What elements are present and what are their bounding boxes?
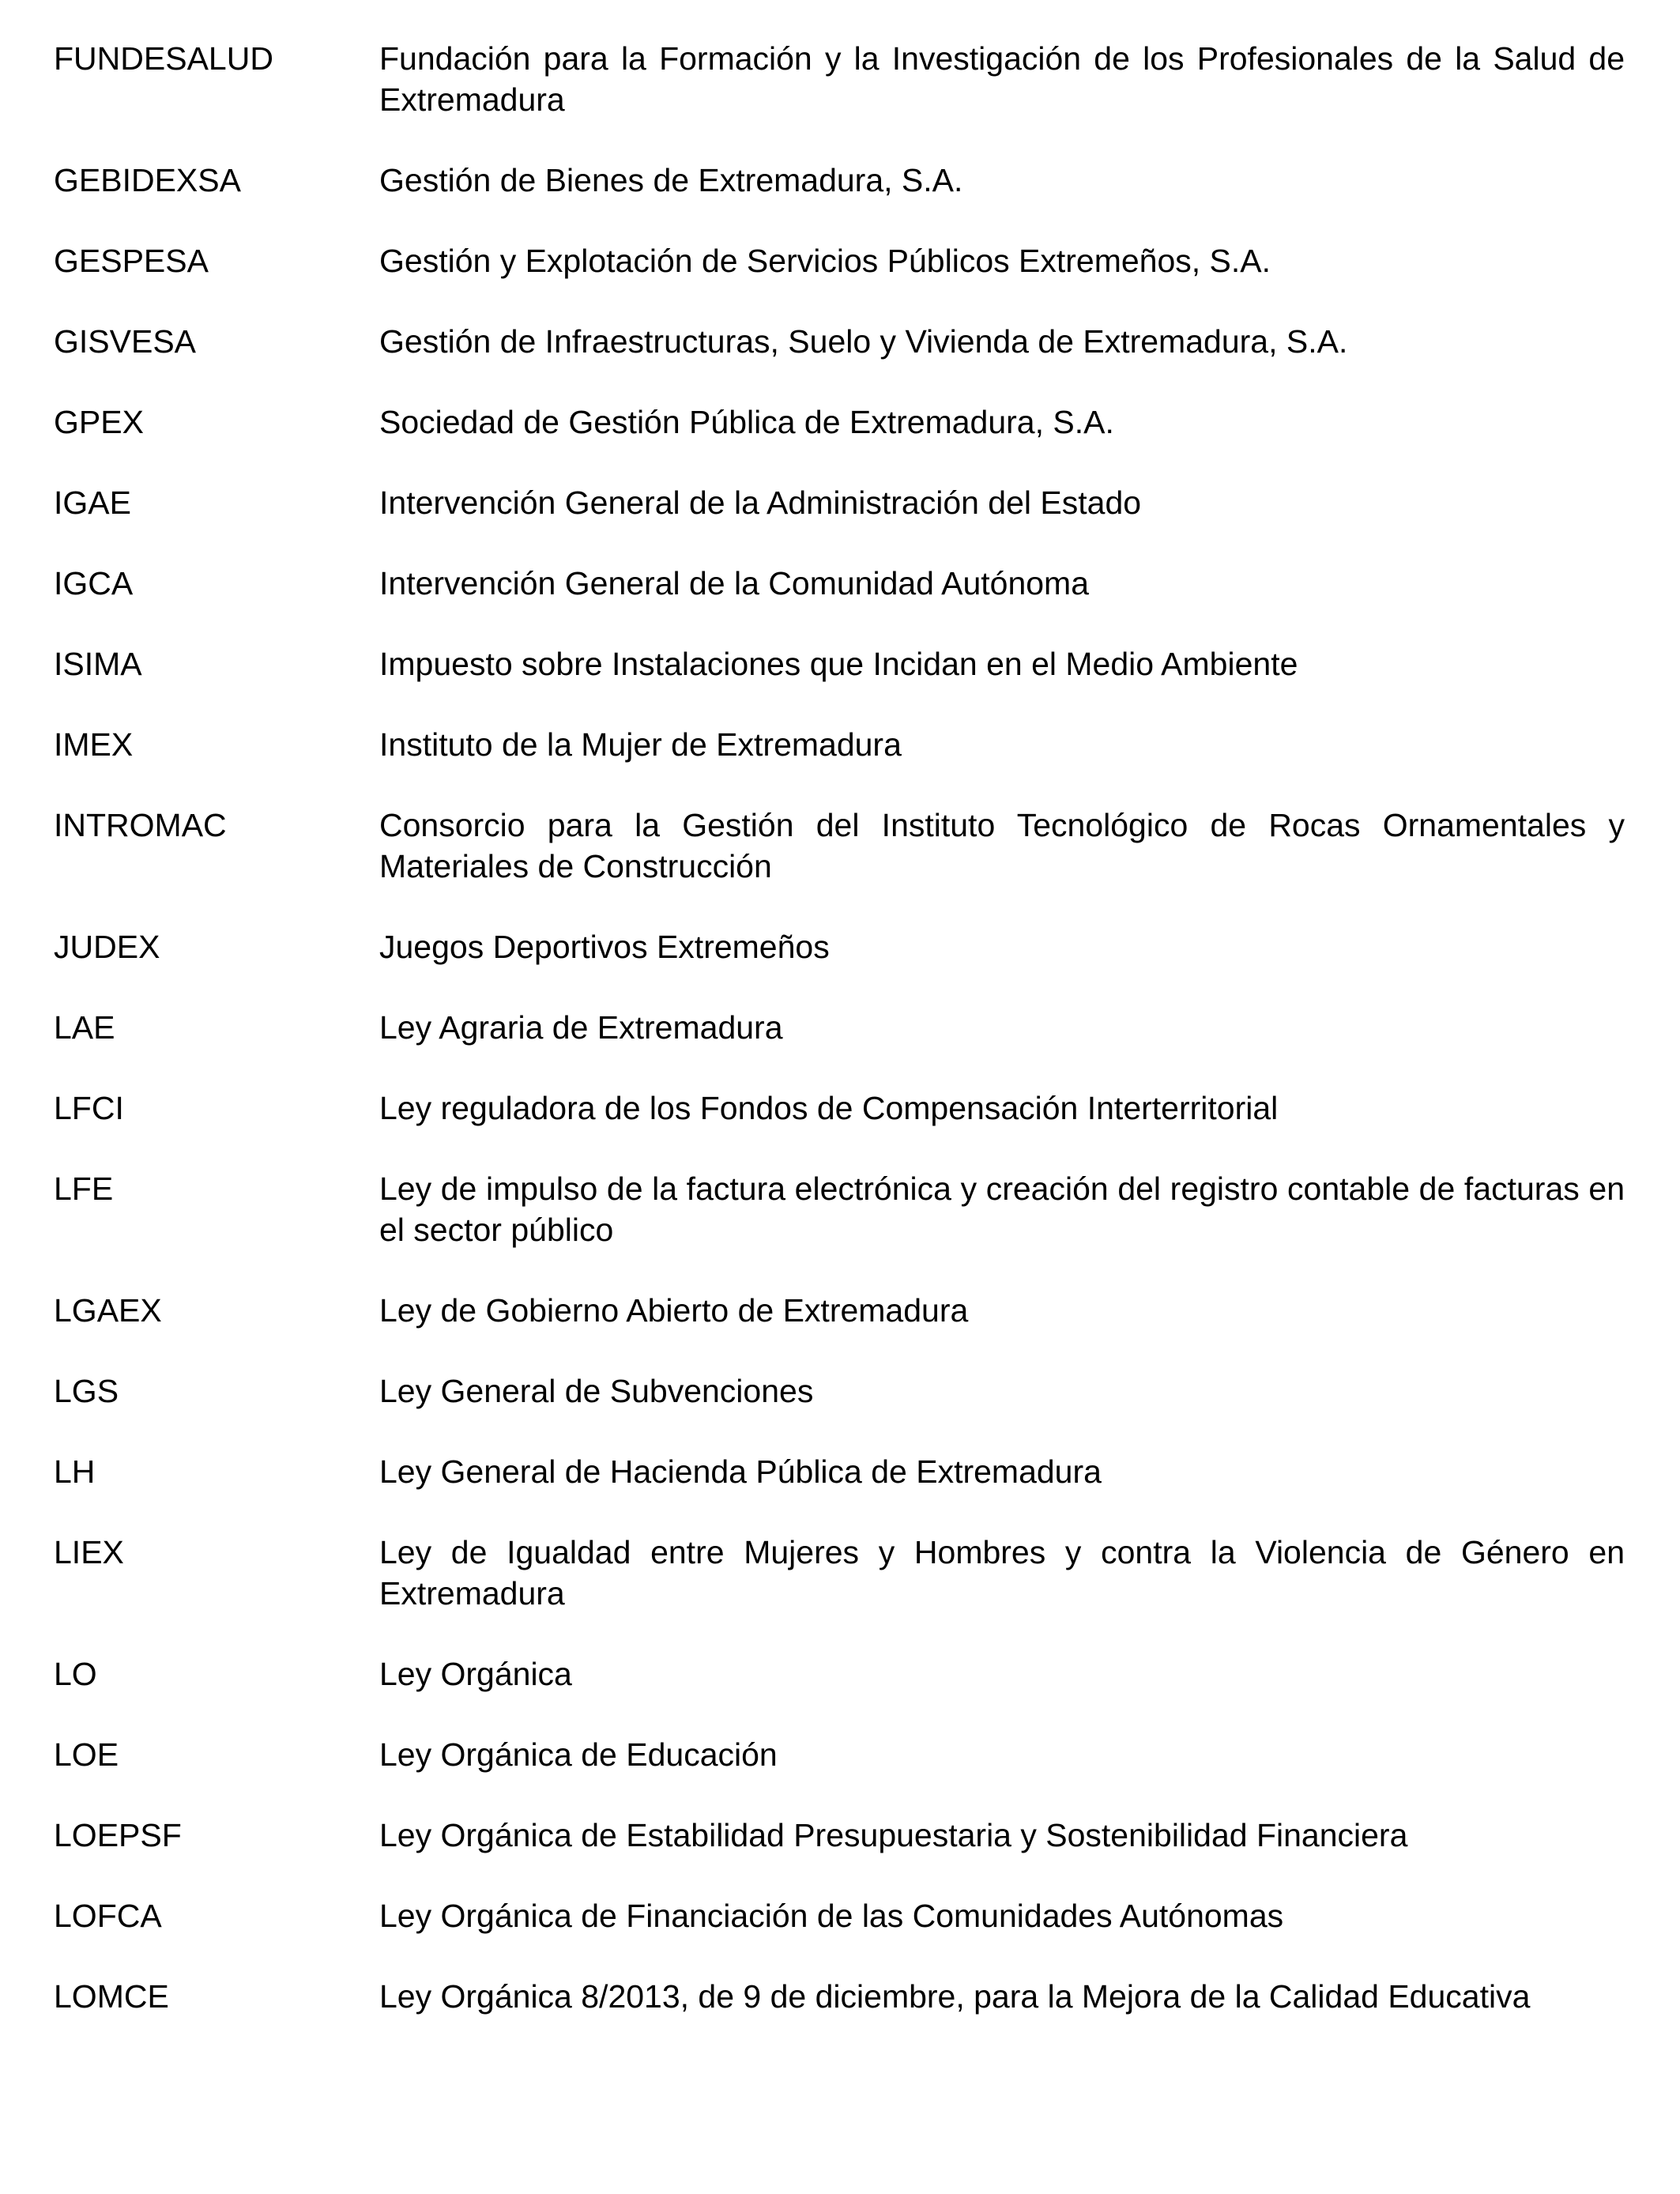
glossary-entry: [54, 482, 1625, 523]
abbreviation: LOFCA: [54, 1898, 162, 1934]
abbreviation: LOEPSF: [54, 1817, 182, 1853]
glossary-entry: [54, 1168, 1625, 1250]
definition: Ley Orgánica 8/2013, de 9 de diciembre, para la Mejora de la Calidad Educativa: [379, 1978, 1531, 2015]
glossary-entry: [54, 401, 1625, 443]
definition: Impuesto sobre Instalaciones que Incidan en el Medio Ambiente: [379, 646, 1298, 682]
abbreviation: LOE: [54, 1736, 119, 1773]
glossary-entry: [54, 926, 1625, 967]
glossary-entry: [54, 563, 1625, 604]
definition: Ley de Igualdad entre Mujeres y Hombres y contra la Violencia de Género en Extremadura: [379, 1534, 1625, 1612]
abbreviation: LGAEX: [54, 1292, 162, 1329]
definition: Ley General de Subvenciones: [379, 1373, 814, 1409]
abbreviation: GPEX: [54, 404, 144, 440]
glossary-entry: [54, 724, 1625, 765]
definition: Gestión y Explotación de Servicios Públicos Extremeños, S.A.: [379, 243, 1271, 279]
definition: Gestión de Infraestructuras, Suelo y Vivienda de Extremadura, S.A.: [379, 323, 1348, 360]
glossary-entry: [54, 1007, 1625, 1048]
abbreviation: GISVESA: [54, 323, 197, 360]
abbreviation: IMEX: [54, 726, 134, 763]
definition: Intervención General de la Comunidad Autónoma: [379, 565, 1090, 601]
glossary-entry: [54, 160, 1625, 201]
abbreviation: LH: [54, 1453, 96, 1490]
abbreviation: LFCI: [54, 1090, 124, 1126]
definition: Fundación para la Formación y la Investigación de los Profesionales de la Salud de Extremadura: [379, 40, 1625, 118]
glossary-entry: [54, 1653, 1625, 1695]
definition: Ley de impulso de la factura electrónica y creación del registro contable de facturas en el sector público: [379, 1171, 1625, 1248]
glossary-entry: [54, 1370, 1625, 1412]
definition: Gestión de Bienes de Extremadura, S.A.: [379, 162, 963, 198]
glossary-entry: [54, 240, 1625, 281]
abbreviation: IGCA: [54, 565, 134, 601]
glossary-entry: [54, 38, 1625, 120]
abbreviation: GEBIDEXSA: [54, 162, 241, 198]
definition: Sociedad de Gestión Pública de Extremadura, S.A.: [379, 404, 1114, 440]
abbreviation: IGAE: [54, 484, 131, 521]
definition: Ley Orgánica: [379, 1656, 572, 1692]
abbreviation: INTROMAC: [54, 807, 227, 843]
abbreviation: JUDEX: [54, 929, 160, 965]
glossary-entry: [54, 643, 1625, 684]
abbreviation: FUNDESALUD: [54, 40, 273, 77]
definition: Consorcio para la Gestión del Instituto Tecnológico de Rocas Ornamentales y Materiales de Construcción: [379, 807, 1625, 884]
abbreviation: LOMCE: [54, 1978, 169, 2015]
definition: Ley Orgánica de Estabilidad Presupuestaria y Sostenibilidad Financiera: [379, 1817, 1408, 1853]
glossary-entry: [54, 1815, 1625, 1856]
abbreviation: GESPESA: [54, 243, 209, 279]
definition: Instituto de la Mujer de Extremadura: [379, 726, 902, 763]
glossary-entry: [54, 1895, 1625, 1936]
definition: Ley General de Hacienda Pública de Extremadura: [379, 1453, 1102, 1490]
glossary-entry: [54, 1290, 1625, 1331]
abbreviation: LAE: [54, 1009, 115, 1046]
abbreviation: LO: [54, 1656, 97, 1692]
abbreviation: LFE: [54, 1171, 114, 1207]
glossary-entry: [54, 1976, 1625, 2017]
abbreviation: LGS: [54, 1373, 119, 1409]
definition: Ley Orgánica de Educación: [379, 1736, 778, 1773]
definition: Ley Orgánica de Financiación de las Comunidades Autónomas: [379, 1898, 1284, 1934]
glossary-entry: [54, 1532, 1625, 1614]
definition: Intervención General de la Administración del Estado: [379, 484, 1142, 521]
abbreviation: ISIMA: [54, 646, 142, 682]
glossary-entry: [54, 1088, 1625, 1129]
definition: Juegos Deportivos Extremeños: [379, 929, 830, 965]
glossary-entry: [54, 1734, 1625, 1775]
definition: Ley reguladora de los Fondos de Compensación Interterritorial: [379, 1090, 1279, 1126]
glossary-entry: [54, 805, 1625, 887]
glossary-entry: [54, 1451, 1625, 1492]
abbreviation: LIEX: [54, 1534, 124, 1570]
glossary-page: [54, 38, 1625, 2056]
glossary-entry: [54, 321, 1625, 362]
definition: Ley Agraria de Extremadura: [379, 1009, 783, 1046]
definition: Ley de Gobierno Abierto de Extremadura: [379, 1292, 969, 1329]
